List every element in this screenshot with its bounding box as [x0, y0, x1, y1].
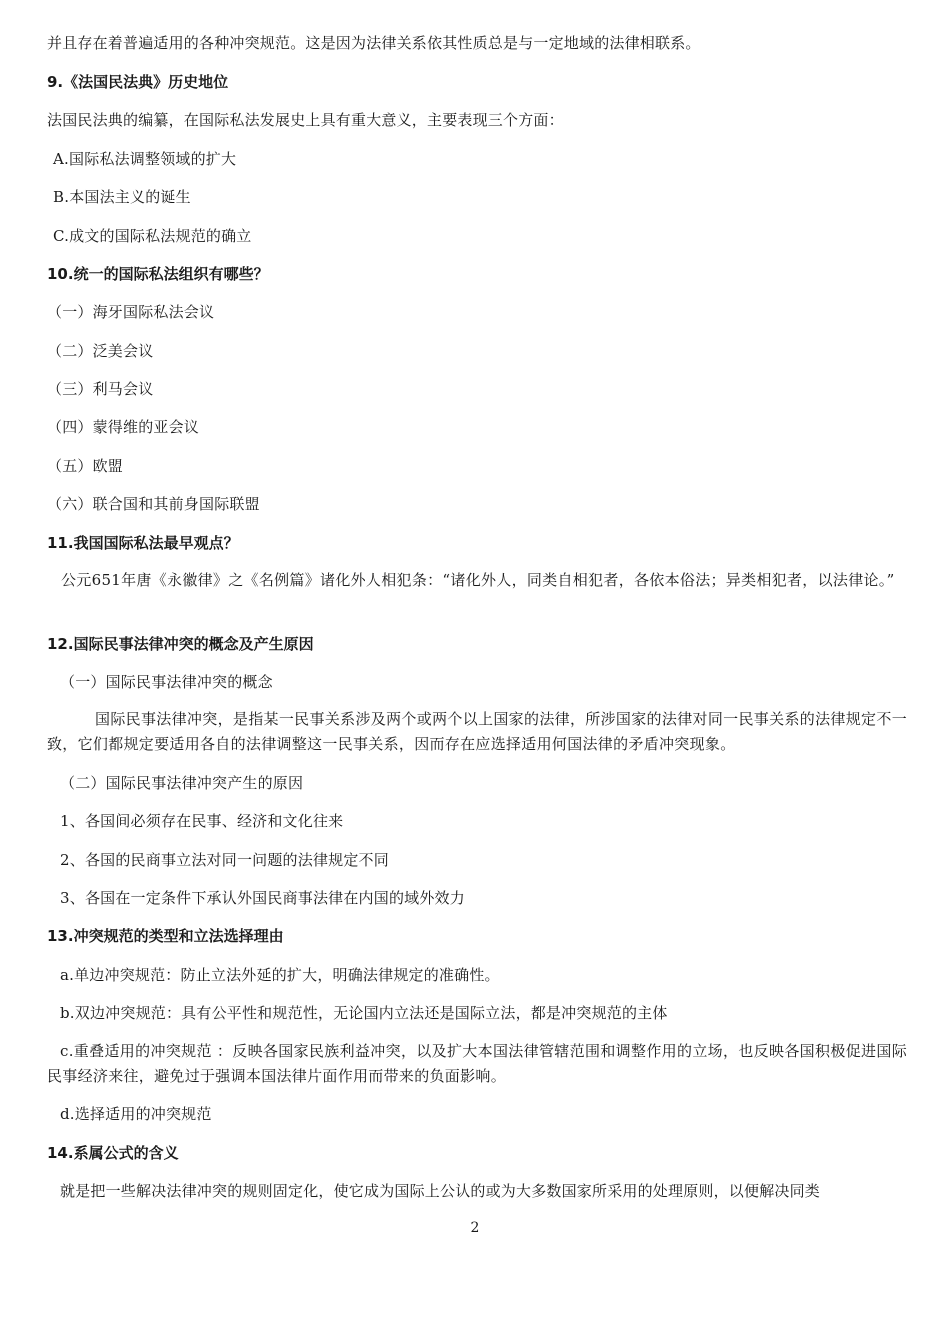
list-item-10-1: （一）海牙国际私法会议	[47, 303, 215, 321]
paragraph-9-intro: 法国民法典的编纂，在国际私法发展史上具有重大意义，主要表现三个方面：	[47, 111, 564, 129]
list-item-13d: d.选择适用的冲突规范	[60, 1105, 212, 1123]
list-item-12-r3: 3、各国在一定条件下承认外国民商事法律在内国的域外效力	[60, 889, 465, 907]
heading-13: 13.冲突规范的类型和立法选择理由	[47, 927, 284, 945]
page-number: 2	[470, 1220, 480, 1236]
list-item-9b: B.本国法主义的诞生	[53, 188, 191, 206]
subheading-12-1: （一）国际民事法律冲突的概念	[60, 673, 273, 691]
list-item-13c: c.重叠适用的冲突规范 ：反映各国家民族利益冲突，以及扩大本国法律管辖范围和调整作用的立场，也反映各国积极促进国际民事经济来往，避免过于强调本国法律片面作用而带来的负面影响。	[47, 1042, 907, 1085]
list-item-12-r2: 2、各国的民商事立法对同一问题的法律规定不同	[60, 851, 389, 869]
paragraph-14: 就是把一些解决法律冲突的规则固定化，使它成为国际上公认的或为大多数国家所采用的处理原则，以便解决同类	[60, 1182, 821, 1200]
paragraph-11: 公元651年唐《永徽律》之《名例篇》诸化外人相犯条：“诸化外人，同类自相犯者，各依本俗法；异类相犯者，以法律论。”	[61, 571, 895, 589]
heading-12: 12.国际民事法律冲突的概念及产生原因	[47, 635, 314, 653]
list-item-13b: b.双边冲突规范：具有公平性和规范性，无论国内立法还是国际立法，都是冲突规范的主体	[60, 1004, 668, 1022]
list-item-9c: C.成文的国际私法规范的确立	[53, 227, 252, 245]
list-item-9a: A.国际私法调整领域的扩大	[53, 150, 237, 168]
list-item-10-5: （五）欧盟	[47, 457, 124, 475]
list-item-10-6: （六）联合国和其前身国际联盟	[47, 495, 260, 513]
heading-11: 11.我国国际私法最早观点？	[47, 534, 239, 552]
list-item-10-2: （二）泛美会议	[47, 342, 154, 360]
heading-9: 9.《法国民法典》历史地位	[47, 73, 229, 91]
list-item-10-3: （三）利马会议	[47, 380, 154, 398]
list-item-13a: a.单边冲突规范：防止立法外延的扩大，明确法律规定的准确性。	[60, 966, 500, 984]
heading-10: 10.统一的国际私法组织有哪些？	[47, 265, 269, 283]
list-item-10-4: （四）蒙得维的亚会议	[47, 418, 200, 436]
list-item-12-r1: 1、各国间必须存在民事、经济和文化往来	[60, 812, 344, 830]
paragraph-12-definition: 国际民事法律冲突，是指某一民事关系涉及两个或两个以上国家的法律，所涉国家的法律对同一民事关系的法律规定不一致，它们都规定要适用各自的法律调整这一民事关系，因而存在应选择适用何国法律的矛盾冲突现象。	[47, 710, 907, 753]
subheading-12-2: （二）国际民事法律冲突产生的原因	[60, 774, 304, 792]
heading-14: 14.系属公式的含义	[47, 1144, 179, 1162]
intro-tail-text: 并且存在着普遍适用的各种冲突规范。这是因为法律关系依其性质总是与一定地域的法律相联系。	[47, 34, 701, 52]
